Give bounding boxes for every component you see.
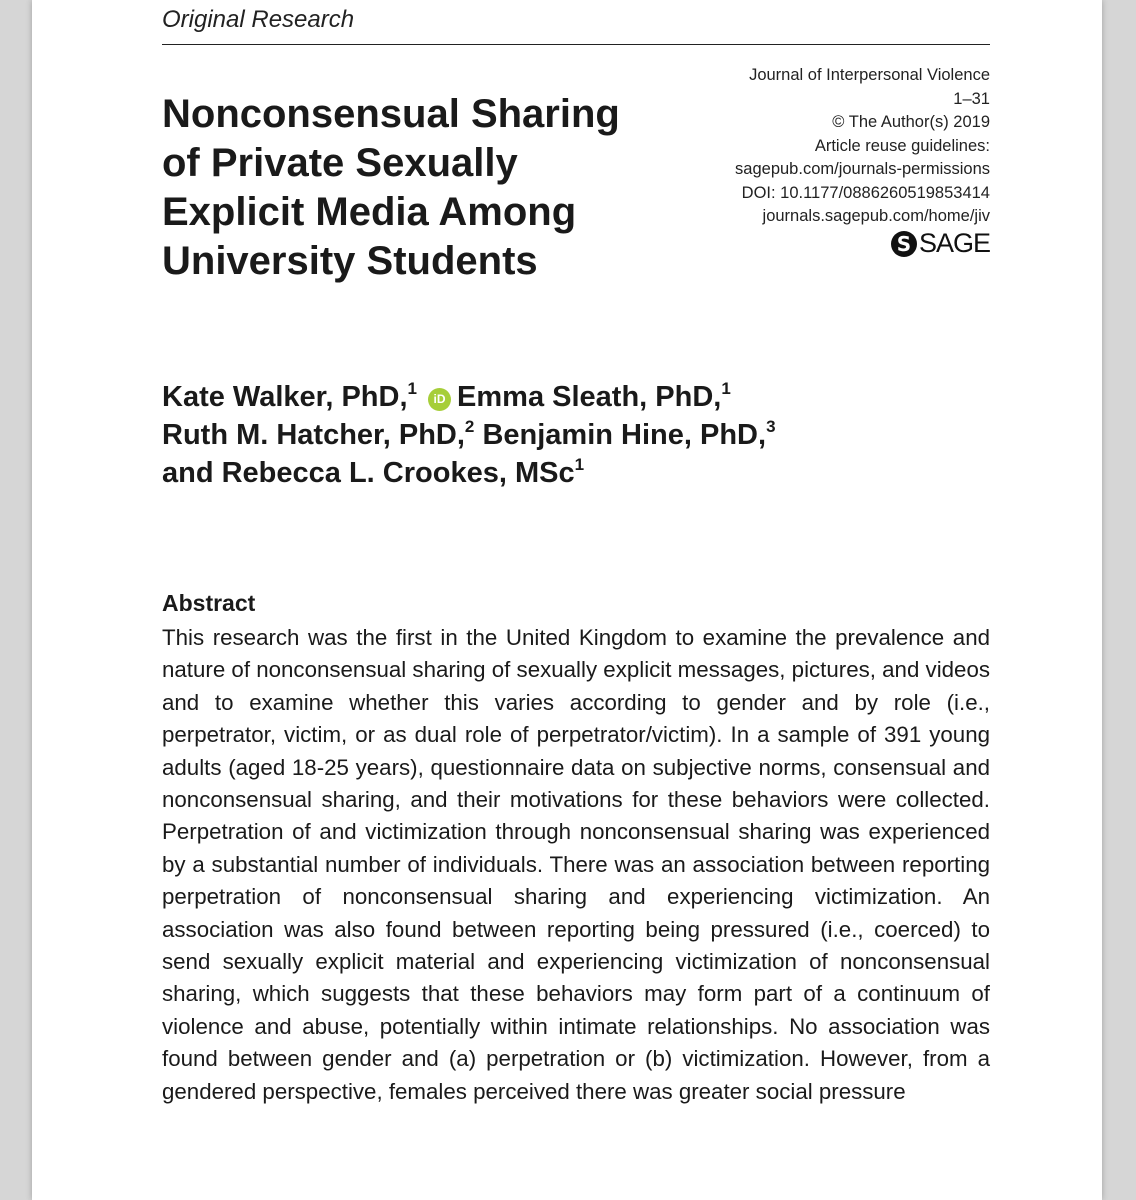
abstract-heading: Abstract <box>162 590 256 616</box>
orcid-icon[interactable]: iD <box>428 388 451 411</box>
document-page <box>32 0 1102 1200</box>
section-label: Original Research <box>162 6 355 33</box>
journal-pages: 1–31 <box>953 89 990 108</box>
affiliation-marker: 2 <box>464 417 475 436</box>
sage-mark-icon: S <box>891 231 917 257</box>
author-name: Kate Walker, PhD, <box>162 381 408 413</box>
affiliation-marker: 1 <box>407 379 417 398</box>
author-name: Benjamin Hine, PhD, <box>482 419 767 451</box>
abstract-text: This research was the first in the United Kingdom to examine the prevalence and nature of nonconsensual sharing of sexually explicit messages, pictures, and videos and to examine whether this varies according to gender and by role (i.e., perpetrator, victim, or as dual role of perpetrator/victim). In a sample of 391 young adults (aged 18-25 years), questionnaire data on subjective norms, consensual and nonconsensual sharing, and their motivations for these behaviors were collected. Perpetration of and victimization through nonconsensual sharing was experienced by a substantial number of individuals. There was an association between reporting perpetration of nonconsensual sharing and experiencing victimization. An association was also found between reporting being pressured (i.e., coerced) to send sexually explicit material and experiencing victimization of nonconsensual sharing, which suggests that these behaviors may form part of a continuum of violence and abuse, potentially within intimate relationships. No association was found between gender and (a) perpetration or (b) victimization. However, from a gendered perspective, females perceived there was greater social pressure <box>162 625 990 1104</box>
journal-home-link[interactable]: journals.sagepub.com/home/jiv <box>762 207 990 225</box>
reuse-label: Article reuse guidelines: <box>814 136 990 155</box>
author-name: Ruth M. Hatcher, PhD, <box>162 419 465 451</box>
journal-info <box>735 64 990 229</box>
doi[interactable]: DOI: 10.1177/0886260519853414 <box>741 183 990 202</box>
article-title: Nonconsensual Sharing of Private Sexually Explicit Media Among University Students <box>162 92 620 283</box>
affiliation-marker: 3 <box>766 417 776 436</box>
copyright: © The Author(s) 2019 <box>832 113 990 131</box>
sage-wordmark: SAGE <box>918 228 990 258</box>
author-name: Emma Sleath, PhD, <box>457 381 722 413</box>
journal-name: Journal of Interpersonal Violence <box>749 66 990 84</box>
sage-logo <box>891 228 990 259</box>
header-rule <box>162 44 990 45</box>
affiliation-marker: 1 <box>574 455 585 474</box>
author-name: and Rebecca L. Crookes, MSc <box>162 457 575 489</box>
permissions-link[interactable]: sagepub.com/journals-permissions <box>735 160 990 178</box>
affiliation-marker: 1 <box>721 379 731 398</box>
author-list <box>162 378 962 492</box>
